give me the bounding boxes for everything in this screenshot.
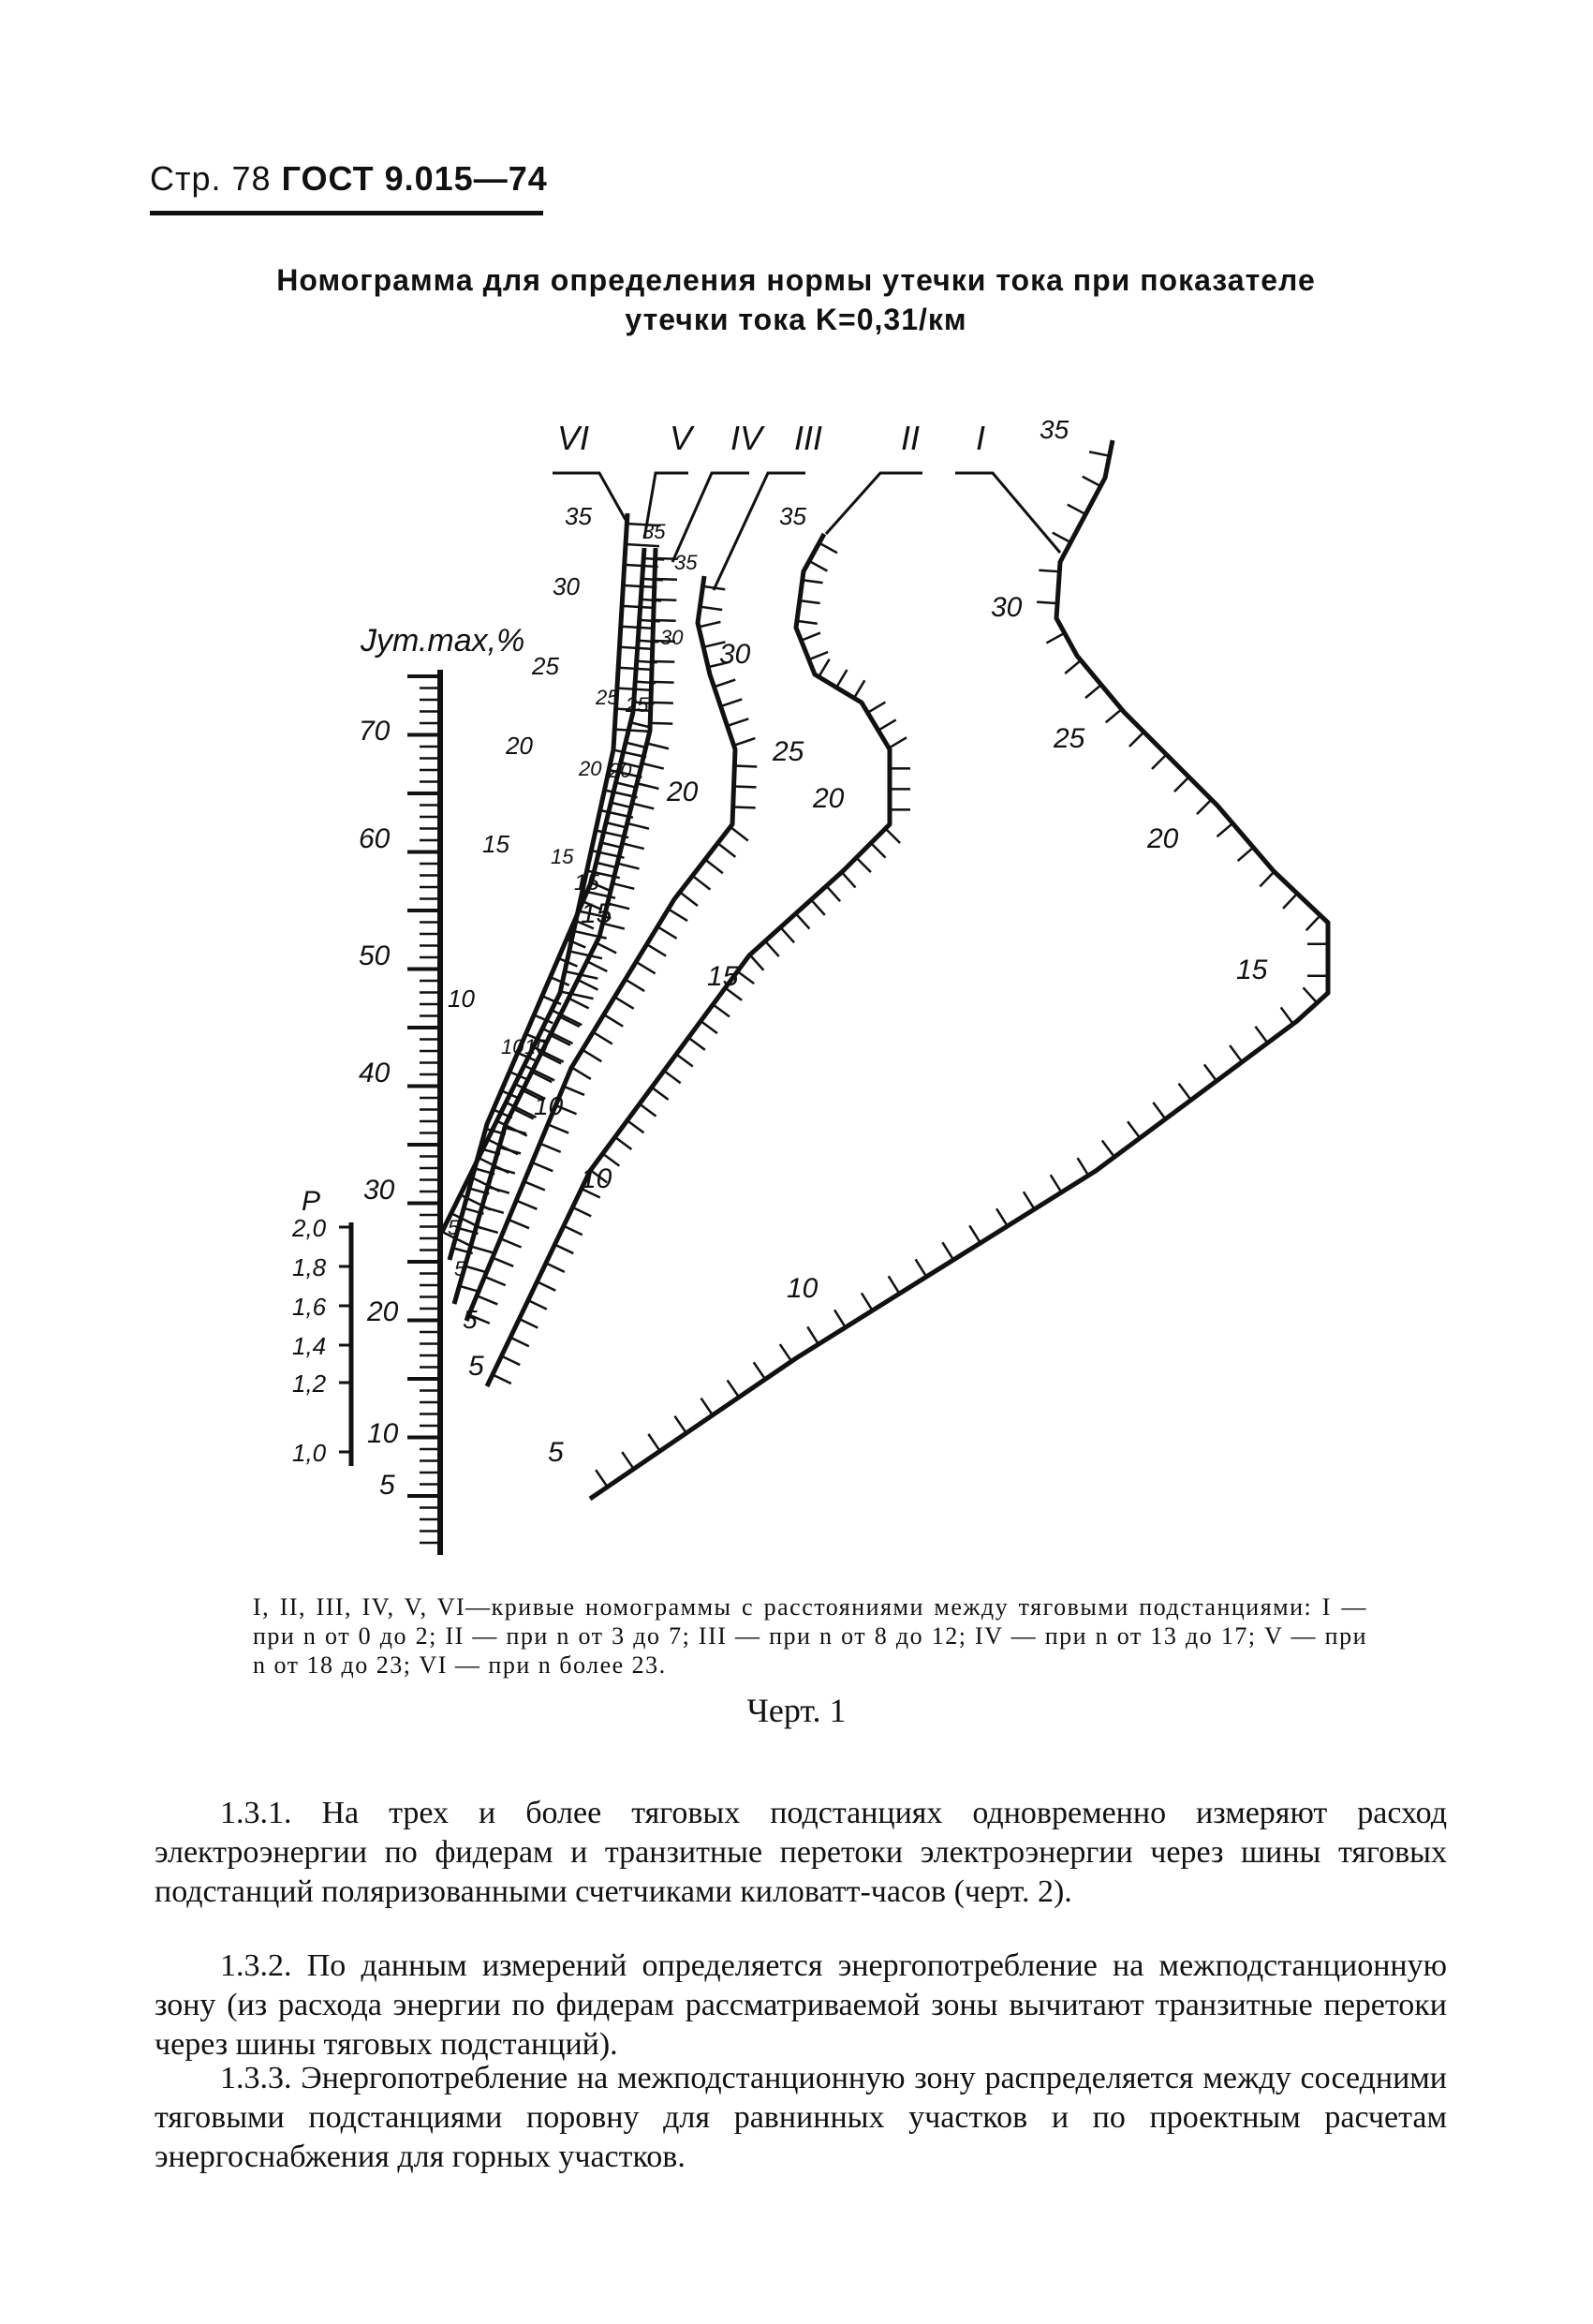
curve-i-tick	[1238, 848, 1254, 861]
curve-ii-tick	[796, 913, 810, 928]
curve-iii-label-30: 30	[719, 639, 751, 670]
curve-i-label-30: 30	[991, 592, 1023, 623]
curve-iv-tick	[650, 723, 672, 724]
curve-ii-tick	[615, 1137, 632, 1149]
curve-i-tick	[1089, 451, 1110, 455]
curve-iii-tick	[733, 807, 756, 808]
curve-iv-tick	[477, 1226, 498, 1233]
curve-iii-tick	[680, 892, 698, 906]
curve-iii-label-15: 15	[581, 898, 612, 929]
left-axis-ticks	[407, 676, 440, 1543]
curve-iii-label-35: 35	[779, 502, 806, 530]
curve-iii-tick	[730, 827, 748, 841]
curve-i-tick	[1053, 533, 1070, 542]
curve-vi-label-35: 35	[565, 502, 592, 530]
p-axis	[291, 1186, 351, 1467]
curve-iv-tick	[482, 1206, 504, 1213]
curve-i-tick	[1217, 823, 1233, 836]
paragraph-1-3-1: 1.3.1. На трех и более тяговых подстанциях одновременно измеряют расход электроэнергии по фидерам и транзитные перетоки электроэнергии через шины тяговых подстанций поляризованными счетчиками киловатт-часов (черт. 2).	[155, 1796, 1447, 1909]
curve-vi-label-15: 15	[482, 830, 509, 858]
curve-ii-tick	[564, 1226, 583, 1235]
curve-v-tick	[616, 782, 636, 787]
curve-iv-tick	[465, 1266, 487, 1273]
curve-iii-tick	[540, 1144, 561, 1152]
leader-iii	[714, 473, 805, 590]
curve-iii-label-10: 10	[534, 1091, 564, 1120]
curve-ii-tick	[664, 1071, 681, 1083]
curve-iv-label-25: 25	[626, 693, 649, 717]
curve-v-label-5: 5	[448, 1216, 460, 1239]
curve-i-tick	[942, 1242, 953, 1260]
curve-i-tick	[701, 1399, 713, 1415]
p-tick-label-1-2: 1,2	[292, 1369, 327, 1398]
curve-i-tick	[1230, 1045, 1242, 1062]
curve-i-tick	[674, 1416, 686, 1433]
curve-label-i: I	[976, 419, 986, 457]
curve-i-tick	[780, 1344, 791, 1361]
curve-ii-tick	[886, 828, 901, 843]
curve-i-label-20: 20	[1147, 823, 1179, 854]
curve-i-tick	[1085, 685, 1101, 698]
curve-i-tick	[1153, 1103, 1165, 1119]
curve-i-tick	[1106, 709, 1122, 722]
curve-ii-tick	[572, 1207, 591, 1216]
curve-iv-tick	[652, 661, 674, 662]
curve-i-tick	[969, 1225, 981, 1243]
curve-ii-tick	[676, 1054, 693, 1066]
left-tick-label-60: 60	[359, 823, 391, 854]
curve-i-tick	[1281, 1007, 1293, 1024]
curve-iii-tick	[500, 1238, 521, 1247]
leader-iv	[672, 473, 749, 562]
curve-iv-tick	[627, 823, 649, 829]
curve-ii-tick	[652, 1088, 669, 1100]
curve-iv-tick	[597, 943, 616, 954]
leader-ii	[826, 473, 922, 534]
p-axis-title: P	[302, 1186, 321, 1217]
paragraph-1-3-2: 1.3.2. По данным измерений определяется энергопотребление на межподстанционную зону (из расхода энергии по фидерам рассматриваемой зоны вычитают транзитные перетоки через шины тяговых подстанций).	[155, 1948, 1447, 2062]
curve-ii-tick	[878, 719, 896, 730]
curve-ii-tick	[871, 843, 886, 858]
curve-iv-tick	[499, 1147, 521, 1154]
curve-i-tick	[996, 1208, 1008, 1226]
curve-iv-tick	[587, 961, 607, 971]
curve-iii-tick	[734, 766, 757, 767]
curve-iii-tick	[699, 622, 720, 628]
curve-iii-tick	[493, 1258, 513, 1266]
curve-iii-label-5: 5	[463, 1305, 478, 1334]
curve-iii-tick	[657, 926, 676, 939]
title-line-1: Номограмма для определения нормы утечки тока при показателе	[276, 263, 1316, 297]
curve-i-tick	[1179, 1084, 1191, 1101]
curve-i-tick	[1046, 633, 1064, 644]
curve-ii-tick	[856, 858, 871, 873]
curve-iv-tick	[578, 980, 597, 990]
curve-iv-label-30: 30	[660, 626, 684, 649]
curve-iii-tick	[721, 699, 743, 706]
curve-i-tick	[1065, 660, 1081, 674]
curve-v-tick	[606, 822, 626, 827]
curve-label-vi: VI	[557, 419, 590, 457]
curve-ii-tick	[836, 670, 847, 688]
curve-i-tick	[889, 1276, 900, 1294]
curve-ii-tick	[765, 941, 779, 956]
figure-caption: I, II, III, IV, V, VI—кривые номограммы с расстояниями между тяговыми подстанциями: I — при n от 0 до 2; II — при n от 3 до 7; III — при n от 8 до 12; IV — при n от 13 до 17; V — при n от 18 до 23; VI — при n более 23.	[253, 1593, 1367, 1679]
curve-iv-tick	[471, 1247, 493, 1253]
curve-i-tick	[1039, 570, 1059, 571]
curve-iii-tick	[516, 1201, 537, 1209]
curve-ii-tick	[800, 600, 820, 603]
curve-ii-tick	[797, 621, 818, 624]
curve-ii-tick	[803, 580, 823, 583]
curve-ii-tick	[809, 652, 828, 659]
curve-iii-tick	[614, 997, 633, 1009]
curve-v-tick	[611, 803, 630, 807]
left-tick-label-20: 20	[367, 1296, 399, 1327]
curve-i-tick	[1078, 1158, 1089, 1176]
curve-label-v: V	[670, 419, 693, 457]
curve-i-tick	[1174, 777, 1189, 792]
p-tick-label-1-6: 1,6	[292, 1293, 327, 1321]
curve-iv-tick	[652, 682, 674, 683]
page-number: Стр. 78	[150, 159, 272, 198]
curve-i-tick	[1037, 602, 1057, 603]
left-tick-label-5: 5	[379, 1470, 395, 1501]
curve-v-tick	[630, 722, 650, 727]
curve-ii-tick	[809, 561, 827, 571]
curve-iii-tick	[564, 1087, 584, 1095]
curve-iii-tick	[532, 1162, 553, 1171]
p-tick-label-1-4: 1,4	[292, 1332, 327, 1360]
curve-i-tick	[596, 1470, 607, 1487]
curve-i-label-15: 15	[1236, 955, 1268, 985]
p-tick-label-1-0: 1,0	[292, 1439, 327, 1467]
curve-i-tick	[1306, 915, 1320, 930]
curve-ii-tick	[546, 1263, 565, 1271]
curve-iii-tick	[734, 738, 756, 746]
curve-ii-tick	[750, 955, 764, 970]
curve-ii-tick	[537, 1281, 555, 1290]
curve-iv-label-10: 10	[524, 1035, 548, 1058]
curve-iii-tick	[728, 718, 749, 726]
curve-i-label-35: 35	[1040, 415, 1069, 444]
curve-i-tick	[1283, 894, 1297, 909]
curve-ii-tick	[842, 872, 856, 887]
curve-iv-tick	[488, 1187, 509, 1193]
left-tick-label-50: 50	[359, 940, 391, 971]
curve-i-tick	[807, 1326, 819, 1344]
curve-vi-label-25: 25	[532, 652, 559, 680]
curve-i-tick	[1152, 754, 1167, 769]
curve-ii-tick	[554, 1245, 573, 1253]
curve-vi-tick	[626, 544, 659, 546]
curve-i-tick	[1260, 871, 1274, 886]
curve-i-tick	[1051, 1175, 1062, 1192]
curve-iii-tick	[705, 860, 723, 874]
curve-label-iii: III	[794, 419, 823, 457]
curve-iii-tick	[485, 1277, 506, 1285]
curve-i-label-5: 5	[548, 1437, 564, 1468]
curve-iv-tick	[505, 1128, 526, 1134]
curve-ii-tick	[713, 1004, 730, 1016]
curve-ii-tick	[501, 1356, 520, 1365]
curve-iii-tick	[692, 876, 710, 890]
curve-vi-tick	[560, 991, 593, 999]
curve-iv-tick	[654, 620, 676, 621]
curve-v-label-10: 10	[501, 1035, 524, 1058]
curve-iv-tick	[494, 1167, 515, 1174]
curve-i-tick	[1068, 505, 1085, 514]
curve-vi-tick	[569, 951, 602, 958]
curve-ii-tick	[688, 1038, 705, 1050]
curve-iv-label-35: 35	[674, 551, 698, 574]
curve-ii-tick	[737, 971, 754, 984]
curve-vi-tick	[613, 750, 646, 758]
curve-ii-label-5: 5	[468, 1351, 484, 1382]
paragraph-1-3-3: 1.3.3. Энергопотребление на межподстанционную зону распределяется между соседними тяговыми подстанциями поровну для равнинных участков и по проектным расчетам энергоснабжения для горных участков.	[155, 2061, 1447, 2174]
curve-i-label-10: 10	[787, 1273, 819, 1304]
curve-iv-label-5: 5	[454, 1257, 466, 1280]
curve-ii-tick	[802, 633, 820, 641]
curve-iv-tick	[632, 804, 654, 809]
curve-vi-label-30: 30	[553, 572, 580, 600]
curve-iii-tick	[700, 607, 722, 610]
curve-v-label-20: 20	[579, 757, 602, 780]
curve-iv-tick	[612, 883, 634, 889]
curve-ii-tick	[811, 900, 825, 915]
curve-i-tick	[862, 1293, 873, 1310]
curve-iii-tick	[702, 586, 725, 589]
curve-iii-tick	[604, 1014, 623, 1027]
curve-ii-tick	[528, 1300, 547, 1309]
curve-i-tick	[622, 1452, 633, 1469]
curve-iii-tick	[548, 1124, 568, 1132]
curve-ii-tick	[519, 1319, 538, 1327]
left-tick-label-10: 10	[367, 1418, 399, 1449]
curve-iii-tick	[571, 1067, 590, 1079]
curve-i-label-25: 25	[1054, 723, 1085, 754]
curve-i-tick	[728, 1380, 739, 1397]
curve-i-tick	[1083, 477, 1100, 486]
left-axis-title: Jут.max,%	[361, 623, 525, 659]
curve-i-tick	[1197, 800, 1212, 815]
leader-i	[955, 473, 1060, 553]
curve-iii-tick	[583, 1050, 601, 1062]
curve-v-label-25: 25	[596, 686, 619, 709]
curve-iii-tick	[593, 1032, 612, 1044]
curve-i-tick	[1304, 987, 1318, 1002]
curve-iv-tick	[617, 864, 639, 869]
p-tick-label-2-0: 2,0	[292, 1214, 327, 1242]
curve-v-label-15: 15	[551, 845, 574, 868]
curve-ii-tick	[640, 1104, 656, 1117]
curve-i-tick	[1024, 1192, 1035, 1209]
curve-vi-label-10: 10	[448, 984, 475, 1013]
curve-ii-label-15: 15	[707, 961, 739, 992]
curve-iii-tick	[717, 843, 735, 857]
curve-iv-tick	[568, 999, 588, 1009]
curve-iv-label-20: 20	[609, 759, 632, 782]
standard-code: ГОСТ 9.015—74	[281, 159, 548, 198]
curve-i-tick	[916, 1259, 927, 1277]
curve-iv-tick	[647, 744, 669, 749]
curve-i-tick	[648, 1434, 659, 1451]
curve-iii-tick	[714, 680, 735, 688]
curve-ii-tick	[493, 1374, 511, 1383]
curve-label-iv: IV	[730, 419, 763, 457]
curve-iii-tick	[626, 980, 644, 992]
curve-ii-label-25: 25	[773, 736, 804, 767]
curve-iii-tick	[509, 1220, 529, 1228]
curve-ii-tick	[510, 1338, 529, 1346]
curve-i-tick	[754, 1362, 765, 1379]
curve-ii-tick	[780, 927, 794, 942]
curve-ii-tick	[701, 1021, 717, 1033]
curve-ii-tick	[627, 1120, 644, 1132]
curve-iii-tick	[477, 1295, 497, 1304]
curve-i-tick	[1102, 1141, 1114, 1158]
curve-iv-label-15: 15	[574, 870, 599, 896]
curve-i-tick	[834, 1310, 846, 1327]
curve-ii-tick	[819, 659, 829, 677]
curve-ii-tick	[826, 886, 840, 901]
curve-v-tick	[597, 863, 616, 867]
curve-iii-tick	[647, 944, 666, 956]
left-tick-label-70: 70	[359, 716, 391, 747]
curve-iv-tick	[655, 579, 677, 580]
curve-i-tick	[1129, 732, 1144, 747]
curve-ii-tick	[889, 737, 907, 748]
curve-iii-label-20: 20	[667, 777, 699, 807]
curve-i-tick	[1255, 1027, 1267, 1044]
curve-v-tick	[626, 743, 645, 748]
title-line-2: утечки тока K=0,31/км	[625, 303, 967, 336]
curve-iii-tick	[524, 1181, 545, 1190]
curve-v-tick	[601, 842, 621, 847]
curve-iii-tick	[669, 909, 687, 921]
curve-iv-tick	[637, 783, 658, 789]
curve-iii-tick	[734, 787, 757, 788]
curve-i-tick	[1128, 1121, 1140, 1138]
curve-ii-label-10: 10	[581, 1163, 612, 1194]
curve-v-label-35: 35	[642, 520, 666, 543]
curve-iv-tick	[642, 763, 663, 769]
curve-label-ii: II	[901, 419, 921, 457]
left-tick-label-40: 40	[359, 1058, 391, 1088]
curve-ii-tick	[854, 680, 864, 698]
curve-ii-tick	[868, 703, 886, 713]
curve-vi-label-20: 20	[506, 732, 533, 760]
curve-iv-tick	[622, 843, 643, 849]
left-tick-label-30: 30	[363, 1175, 395, 1206]
curve-vi-tick	[614, 730, 648, 732]
curve-iii-tick	[636, 962, 655, 974]
figure-label: Черт. 1	[746, 1692, 847, 1729]
curve-ii-tick	[819, 543, 837, 554]
curve-ii-label-20: 20	[813, 783, 845, 814]
p-tick-label-1-8: 1,8	[292, 1253, 327, 1281]
curve-i-tick	[1204, 1064, 1217, 1081]
